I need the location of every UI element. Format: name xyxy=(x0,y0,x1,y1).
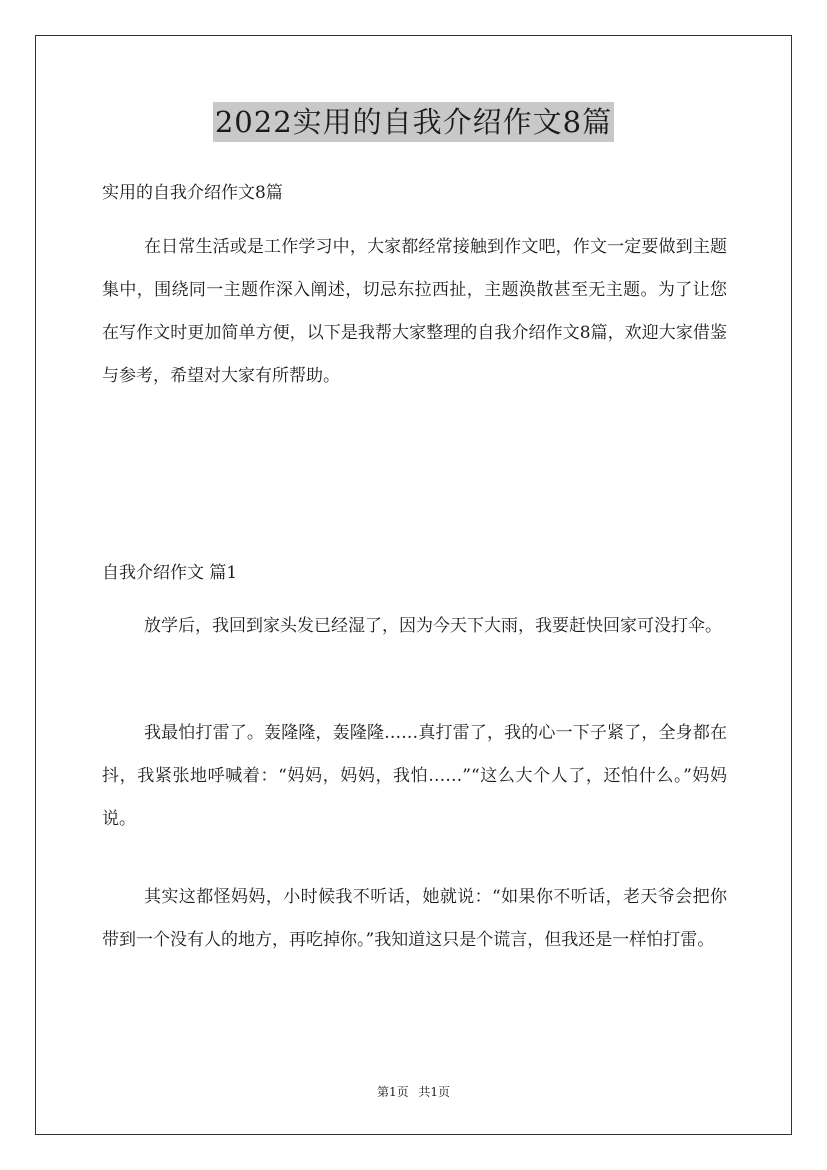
title-container xyxy=(0,102,827,142)
body-paragraph-3: 其实这都怪妈妈，小时候我不听话，她就说：“如果你不听话，老天爷会把你带到一个没有人的地方，再吃掉你。”我知道这只是个谎言，但我还是一样怕打雷。 xyxy=(102,887,727,950)
section-heading: 自我介绍作文 篇1 xyxy=(102,563,238,583)
document-title: 2022实用的自我介绍作文8篇 xyxy=(213,102,614,142)
page-total: 共1页 xyxy=(418,1085,451,1099)
document-subtitle: 实用的自我介绍作文8篇 xyxy=(102,183,283,203)
body-paragraph-1: 放学后，我回到家头发已经湿了，因为今天下大雨，我要赶快回家可没打伞。 xyxy=(144,616,722,636)
page-number: 第1页 xyxy=(376,1085,409,1099)
intro-paragraph: 在日常生活或是工作学习中，大家都经常接触到作文吧，作文一定要做到主题集中，围绕同一主题作深入阐述，切忌东拉西扯，主题涣散甚至无主题。为了让您在写作文时更加简单方便，以下是我帮大家整理的自我介绍作文8篇，欢迎大家借鉴与参考，希望对大家有所帮助。 xyxy=(102,237,727,386)
body-paragraph-2: 我最怕打雷了。轰隆隆，轰隆隆……真打雷了，我的心一下子紧了，全身都在抖，我紧张地呼喊着：“妈妈，妈妈，我怕……”“这么大个人了，还怕什么。”妈妈说。 xyxy=(102,723,727,829)
page-footer xyxy=(0,1083,827,1100)
